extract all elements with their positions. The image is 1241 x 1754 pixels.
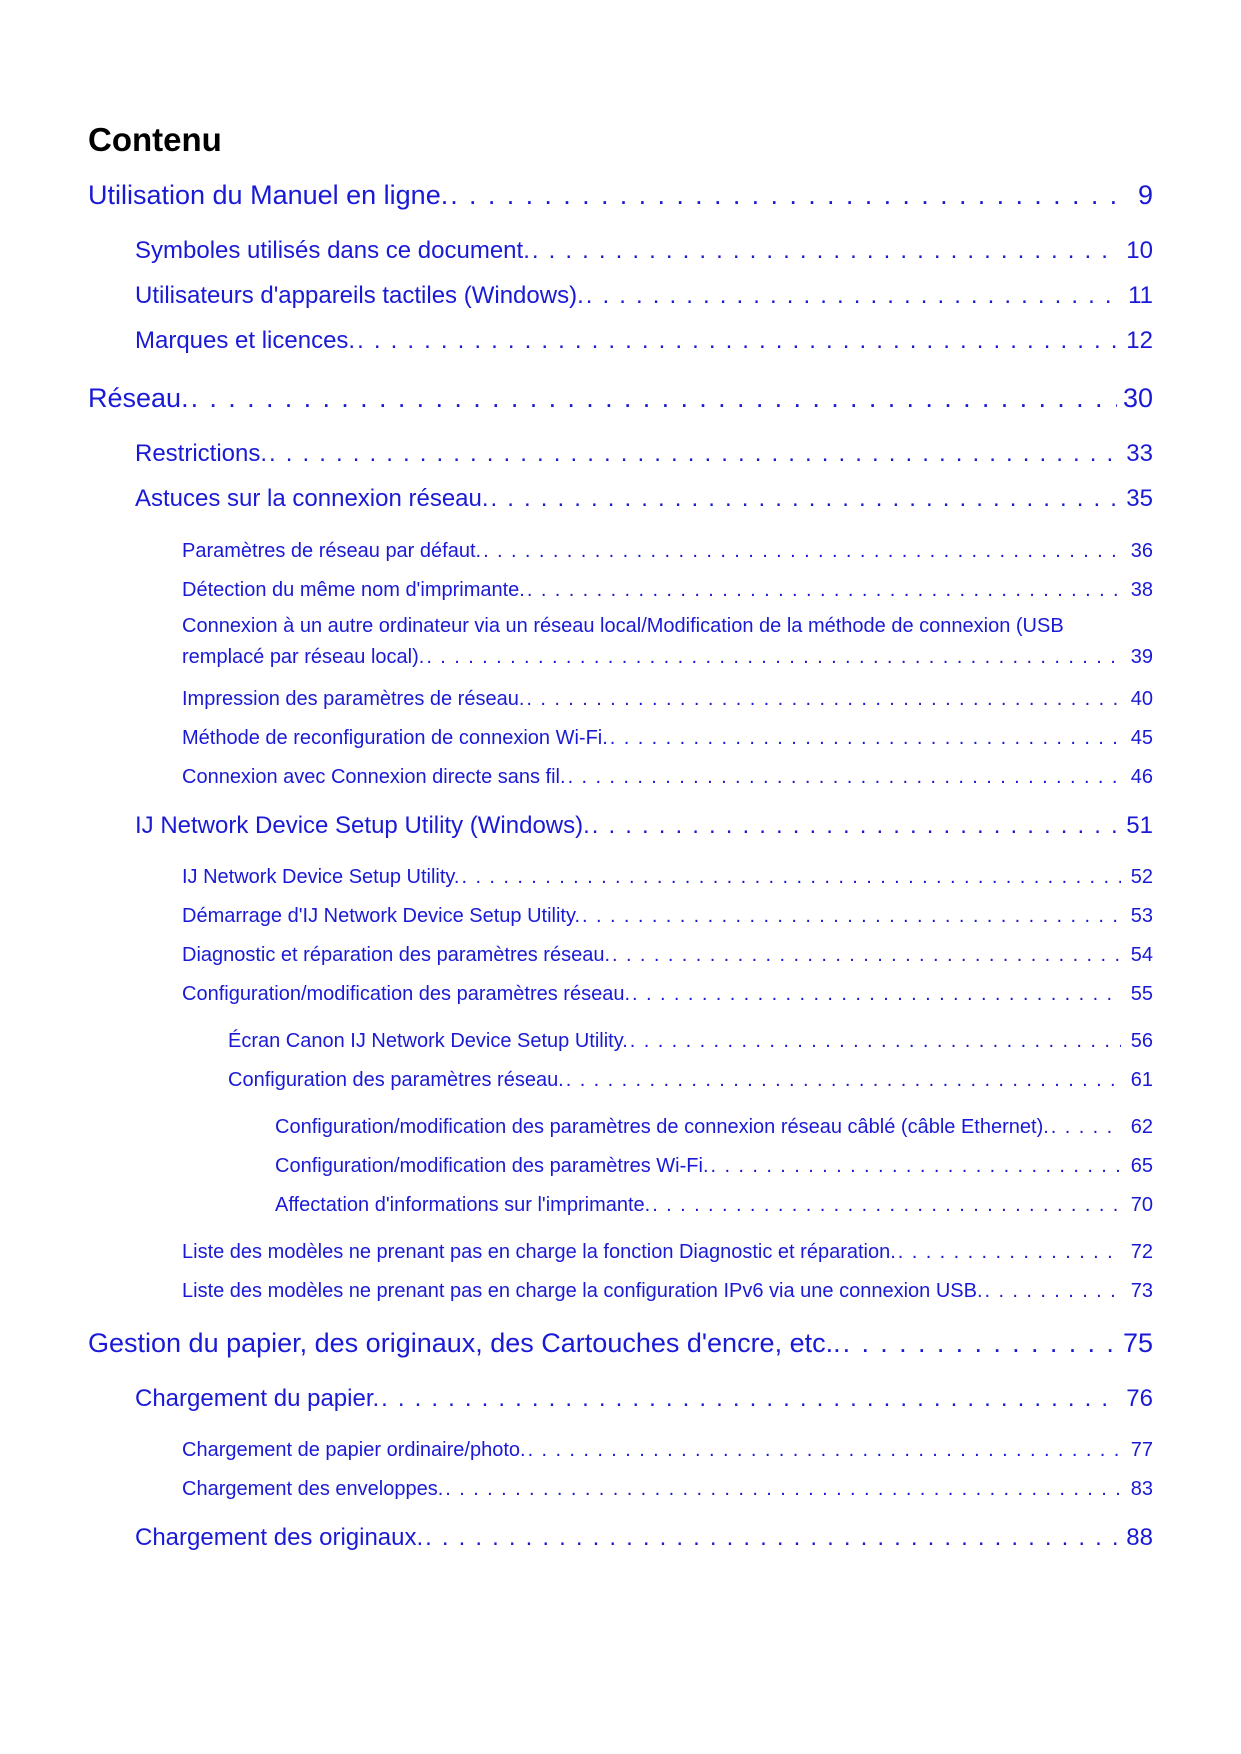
toc-entry-text: Restrictions. [135,440,268,467]
toc-page-number: 77 [1130,1439,1153,1461]
leader-dots [1051,1114,1121,1140]
toc-page-number: 45 [1130,727,1153,749]
toc-entry-text: Astuces sur la connexion réseau. [135,485,489,512]
toc-entry-reseau[interactable] [88,381,1153,415]
leader-dots [582,903,1121,929]
toc-entry-chargement-originaux[interactable] [135,1523,1153,1553]
toc-entry-astuces-connexion[interactable] [135,484,1153,514]
leader-dots [652,1192,1121,1218]
toc-entry-text: Liste des modèles ne prenant pas en charge la configuration IPv6 via une connexion USB. [182,1280,983,1302]
toc-entry-ecran-canon[interactable] [228,1028,1153,1054]
leader-dots [491,484,1121,514]
toc-page-number: 38 [1130,579,1153,601]
leader-dots [483,538,1121,564]
toc-page-number: 46 [1130,766,1153,788]
leader-dots [985,1278,1121,1304]
toc-entry-text: Marques et licences. [135,327,356,354]
toc-entry-text: Utilisation du Manuel en ligne. [88,180,449,210]
toc-page-number: 52 [1130,866,1153,888]
toc-page-number: 73 [1130,1280,1153,1302]
leader-dots [898,1239,1121,1265]
toc-page-number: 62 [1130,1116,1153,1138]
toc-entry-text: Méthode de reconfiguration de connexion Wi-Fi. [182,727,608,749]
leader-dots [586,281,1121,311]
leader-dots [526,686,1121,712]
toc-page-number: 40 [1130,688,1153,710]
toc-page-number: 12 [1126,327,1153,354]
toc-page-number: 30 [1122,383,1153,413]
toc-entry-detection-nom[interactable] [182,577,1153,603]
toc-page-number: 9 [1137,180,1153,210]
toc-entry-configuration-modification[interactable] [182,981,1153,1007]
toc-page-number: 51 [1126,812,1153,839]
toc-page-number: 61 [1130,1069,1153,1091]
toc-entry-gestion-papier[interactable] [88,1326,1153,1360]
toc-entry-text: Configuration des paramètres réseau. [228,1069,564,1091]
toc-entry-config-cable-ethernet[interactable] [275,1114,1153,1140]
toc-page-number: 56 [1130,1030,1153,1052]
toc-page-number: 39 [1130,646,1153,668]
toc-entry-text: Gestion du papier, des originaux, des Cartouches d'encre, etc.. [88,1328,841,1358]
toc-entry-impression-parametres[interactable] [182,686,1153,712]
toc-entry-text: Symboles utilisés dans ce document. [135,237,530,264]
toc-entry-chargement-papier[interactable] [135,1384,1153,1414]
toc-entry-restrictions[interactable] [135,439,1153,469]
leader-dots [630,1028,1121,1054]
toc-entry-text: Configuration/modification des paramètres de connexion réseau câblé (câble Ethernet). [275,1116,1049,1138]
toc-entry-marques[interactable] [135,326,1153,356]
toc-entry-text: Liste des modèles ne prenant pas en charge la fonction Diagnostic et réparation. [182,1241,896,1263]
toc-page-number: 33 [1126,440,1153,467]
toc-entry-utilisation-manuel[interactable] [88,178,1153,212]
toc-entry-text: Configuration/modification des paramètres réseau. [182,983,631,1005]
leader-dots [450,178,1121,212]
toc-entry-ij-network-utility[interactable] [182,864,1153,890]
toc-entry-text: Impression des paramètres de réseau. [182,688,525,710]
toc-page-number: 11 [1128,282,1153,309]
leader-dots [445,1476,1121,1502]
toc-page-number: 65 [1130,1155,1153,1177]
toc-entry-affectation-informations[interactable] [275,1192,1153,1218]
toc-entry-configuration-parametres[interactable] [228,1067,1153,1093]
toc-entry-config-wifi[interactable] [275,1153,1153,1179]
toc-entry-connexion-autre-ordinateur[interactable] [182,611,1153,673]
leader-dots [711,1153,1121,1179]
toc-entry-text: Chargement des originaux. [135,1524,424,1551]
page-title: Contenu [88,121,222,158]
toc-page-number: 55 [1130,983,1153,1005]
leader-dots [357,326,1120,356]
leader-dots [566,1067,1121,1093]
toc-entry-text: Chargement de papier ordinaire/photo. [182,1439,526,1461]
toc-entry-demarrage-ij[interactable] [182,903,1153,929]
toc-entry-papier-ordinaire[interactable] [182,1437,1153,1463]
toc-page-number: 10 [1126,237,1153,264]
toc-entry-reconfiguration-wifi[interactable] [182,725,1153,751]
toc-entry-text: IJ Network Device Setup Utility. [182,866,460,888]
leader-dots [568,764,1121,790]
leader-dots [843,1326,1117,1360]
toc-entry-text: remplacé par réseau local). [182,646,425,668]
leader-dots [426,642,1121,673]
leader-dots [425,1523,1120,1553]
toc-entry-text: Chargement des enveloppes. [182,1478,444,1500]
toc-page-number: 36 [1130,540,1153,562]
toc-page-number: 35 [1126,485,1153,512]
toc-page-number: 53 [1130,905,1153,927]
toc-page-number: 70 [1130,1194,1153,1216]
toc-entry-text: Paramètres de réseau par défaut. [182,540,482,562]
toc-page-number: 76 [1126,1385,1153,1412]
toc-entry-text: Diagnostic et réparation des paramètres réseau. [182,944,611,966]
toc-page-number: 83 [1130,1478,1153,1500]
toc-entry-ij-network-windows[interactable] [135,811,1153,841]
leader-dots [610,725,1121,751]
toc-entry-text: Connexion avec Connexion directe sans fil. [182,766,566,788]
toc-entry-diagnostic-reparation[interactable] [182,942,1153,968]
toc-entry-text: IJ Network Device Setup Utility (Windows). [135,812,590,839]
toc-entry-enveloppes[interactable] [182,1476,1153,1502]
toc-entry-text: Réseau. [88,383,189,413]
toc-entry-text: Configuration/modification des paramètres Wi-Fi. [275,1155,709,1177]
toc-entry-text: Chargement du papier. [135,1385,380,1412]
leader-dots [532,236,1120,266]
toc-entry-text: Affectation d'informations sur l'imprimante. [275,1194,651,1216]
toc-entry-text: Démarrage d'IJ Network Device Setup Utility. [182,905,581,927]
leader-dots [527,577,1121,603]
toc-entry-text: Utilisateurs d'appareils tactiles (Windows). [135,282,584,309]
toc-entry-text: Écran Canon IJ Network Device Setup Utility. [228,1030,628,1052]
leader-dots [612,942,1121,968]
toc-page-number: 75 [1122,1328,1153,1358]
toc-entry-liste-modeles-diagnostic[interactable] [182,1239,1153,1265]
toc-page-number: 72 [1130,1241,1153,1263]
leader-dots [269,439,1120,469]
toc-entry-parametres-defaut[interactable] [182,538,1153,564]
toc-page-number: 54 [1130,944,1153,966]
toc-entry-appareils-tactiles[interactable] [135,281,1153,311]
toc-entry-connexion-directe[interactable] [182,764,1153,790]
leader-dots [528,1437,1121,1463]
leader-dots [381,1384,1120,1414]
leader-dots [191,381,1117,415]
leader-dots [592,811,1121,841]
toc-entry-symboles[interactable] [135,236,1153,266]
leader-dots [632,981,1121,1007]
toc-page-number: 88 [1126,1524,1153,1551]
leader-dots [462,864,1122,890]
toc-entry-liste-modeles-ipv6[interactable] [182,1278,1153,1304]
toc-entry-text: Connexion à un autre ordinateur via un réseau local/Modification de la méthode de connexion (USB [182,615,1064,637]
toc-entry-text: Détection du même nom d'imprimante. [182,579,525,601]
